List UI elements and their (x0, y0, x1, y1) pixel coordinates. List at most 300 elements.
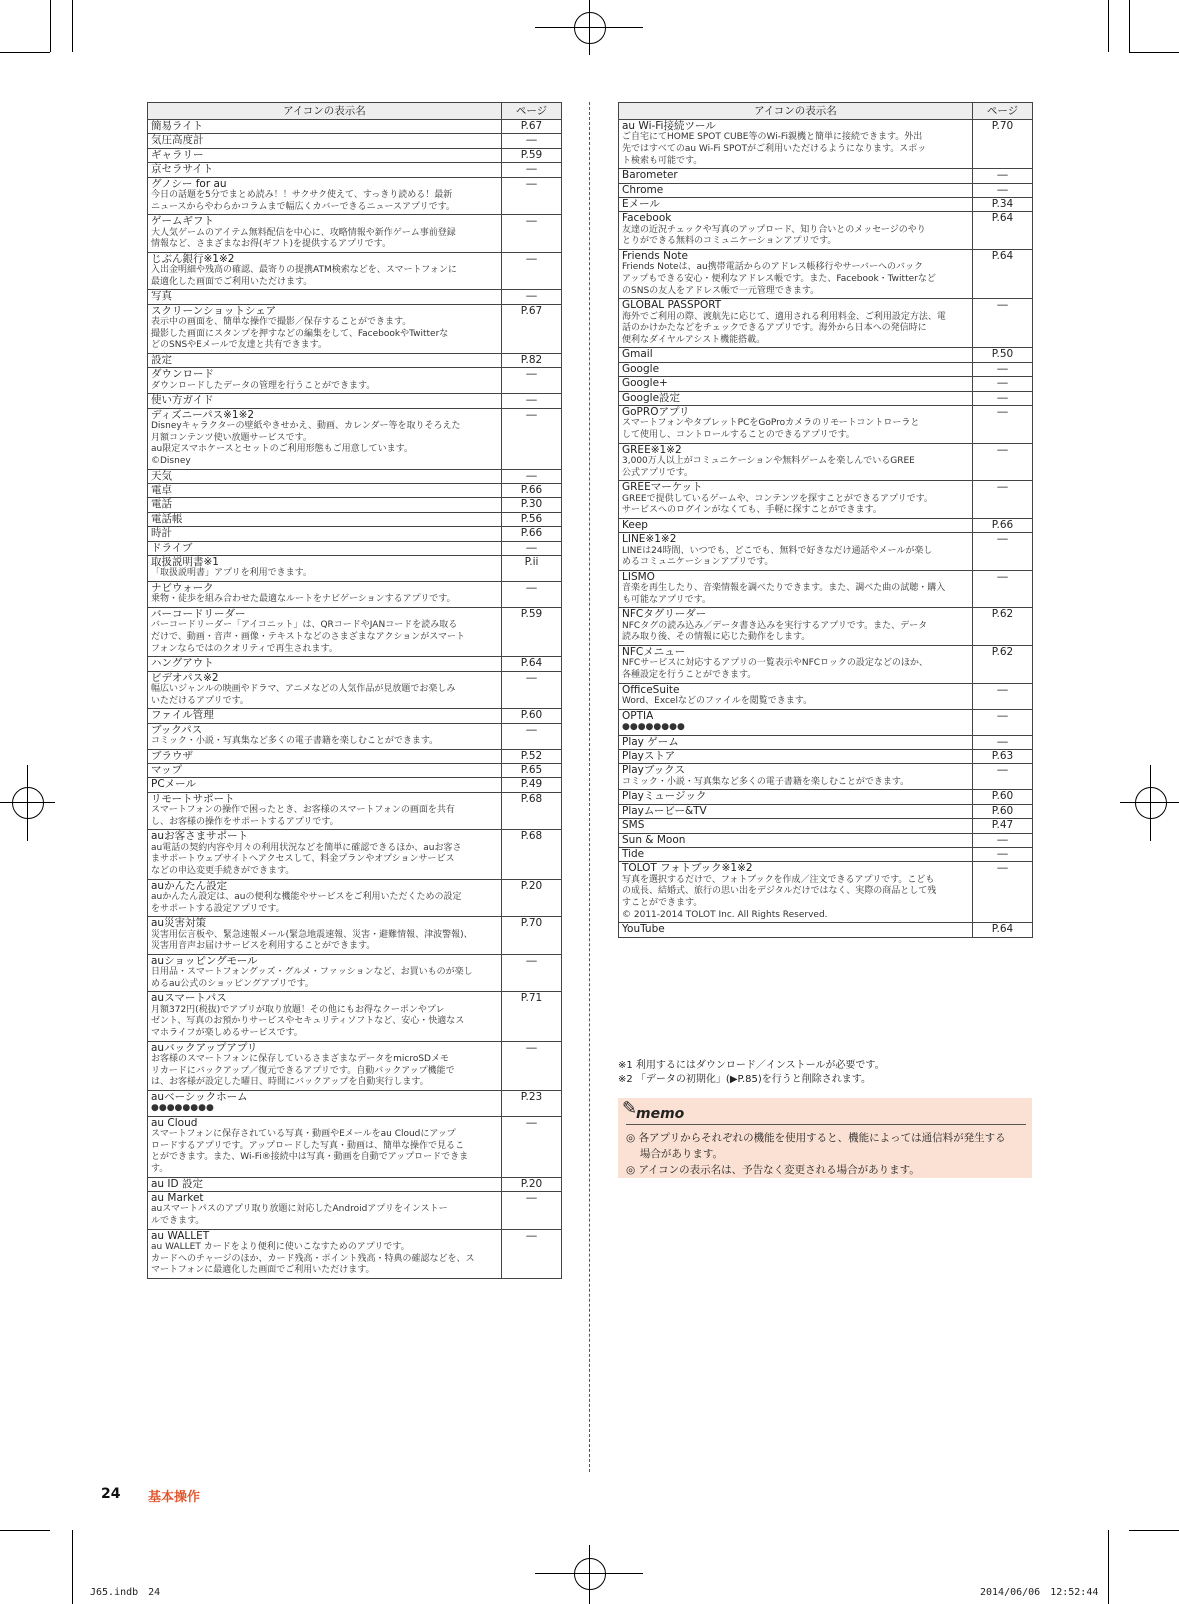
app-description: 音楽を再生したり、音楽情報を調べたりできます。また、調べた曲の試聴・購入 (622, 583, 946, 594)
app-name: 電卓 (151, 484, 172, 496)
app-description: 先ではすべてのau Wi-Fi SPOTがご利用いただけるようになります。スポッ (622, 144, 927, 154)
app-name: LISMO (622, 570, 655, 583)
pencil-icon: ✎ (622, 1098, 638, 1119)
app-name: Playストア (622, 749, 676, 762)
app-name: ハングアウト (151, 657, 214, 670)
app-description: ご自宅にてHOME SPOT CUBE等のWi-Fi親機と簡単に接続できます。外出 (622, 132, 923, 143)
app-description: ロードするアプリです。アップロードした写真・動画は、簡単な操作で見るこ (151, 1140, 465, 1151)
app-description: auスマートパスのアプリ取り放題に対応したAndroidアプリをインストー (151, 1204, 448, 1215)
table-row (619, 570, 1033, 608)
page-reference: P.60 (973, 790, 1033, 804)
app-description: 情報など、さまざまなお得(ギフト)を提供するアプリです。 (151, 239, 391, 250)
app-cell (148, 512, 502, 526)
app-name: マップ (151, 764, 183, 777)
app-cell (619, 406, 973, 444)
app-description: アップもできる安心・便利なアドレス帳です。また、Facebook・Twitterなど (622, 274, 936, 284)
app-description: どのSNSやEメールで友達と共有できます。 (151, 340, 327, 351)
registration-mark-top (574, 12, 606, 44)
page-reference: ― (973, 570, 1033, 608)
app-description: の成長、結婚式、旅行の思い出をデジタルだけではなく、実際の商品として残 (622, 886, 937, 897)
app-cell (148, 954, 502, 992)
table-row (148, 792, 562, 830)
app-name: スクリーンショットシェア (151, 304, 277, 317)
app-list-table-right (618, 102, 1033, 938)
app-description: し、お客様の操作をサポートするアプリです。 (151, 816, 339, 827)
app-name: 京セラサイト (151, 163, 214, 176)
app-name: Play ゲーム (622, 735, 679, 748)
table-row (148, 1191, 562, 1229)
app-description: ト検索も可能です。 (622, 155, 703, 166)
table-row (148, 749, 562, 763)
app-name: Google+ (622, 377, 668, 390)
app-cell (619, 212, 973, 250)
app-description: 各種設定を行うことができます。 (622, 669, 757, 680)
table-row (148, 368, 562, 394)
app-description: auかんたん設定は、auの便利な機能やサービスをご利用いただくための設定 (151, 892, 462, 903)
table-row (148, 354, 562, 368)
app-cell (619, 533, 973, 571)
app-description: 月額コンテンツ使い放題サービスです。 (151, 432, 312, 443)
app-cell (148, 556, 502, 582)
table-row (148, 830, 562, 879)
app-cell (148, 134, 502, 148)
app-cell (619, 804, 973, 818)
app-cell (619, 362, 973, 376)
page-reference: P.65 (502, 764, 562, 778)
app-cell (619, 645, 973, 683)
app-name: Playブックス (622, 764, 686, 777)
app-description: au WALLET カードをより便利に使いこなすためのアプリです。 (151, 1241, 410, 1252)
page-reference: P.71 (502, 992, 562, 1041)
app-cell (148, 671, 502, 709)
app-description: して使用し、コントロールすることのできるアプリです。 (622, 430, 855, 440)
page-reference: ― (973, 377, 1033, 391)
page-reference: ― (973, 683, 1033, 709)
app-name: auバックアップアプリ (151, 1041, 258, 1054)
app-name: ビデオパス※2 (151, 671, 219, 684)
table-row (148, 469, 562, 483)
column-header-page: ページ (973, 103, 1033, 120)
app-name: LINE※1※2 (622, 533, 677, 546)
app-name: auお客さまサポート (151, 830, 249, 843)
app-name: ブラウザ (151, 749, 193, 762)
footnote-2: ※2 「データの初期化」(▶P.85)を行うと削除されます。 (618, 1074, 871, 1085)
app-name: Facebook (622, 212, 672, 225)
page-reference: P.59 (502, 608, 562, 657)
app-name: SMS (622, 819, 645, 832)
table-row (148, 394, 562, 408)
app-name: Google設定 (622, 391, 681, 404)
page-reference: ― (973, 299, 1033, 348)
app-name: auベーシックホーム (151, 1090, 248, 1103)
app-description: 幅広いジャンルの映画やドラマ、アニメなどの人気作品が見放題でお楽しみ (151, 684, 456, 695)
page-reference: P.50 (973, 348, 1033, 362)
column-divider (589, 102, 590, 1472)
table-row (148, 408, 562, 469)
slug-timestamp: 2014/06/06 12:52:44 (980, 1587, 1099, 1598)
app-description: お客様のスマートフォンに保存しているさまざまなデータをmicroSDメモ (151, 1054, 449, 1064)
app-name: Playムービー&TV (622, 804, 707, 817)
table-row (619, 533, 1033, 571)
app-description: スマートフォンやタブレットPCをGoProカメラのリモートコントローラと (622, 418, 920, 429)
app-description: す。 (151, 1163, 169, 1174)
table-row (148, 1090, 562, 1116)
app-name: NFCメニュー (622, 645, 686, 658)
app-description: 写真を選択するだけで、フォトブックを作成／注文できるアプリです。こども (622, 874, 935, 885)
table-row (619, 377, 1033, 391)
page-reference: ― (502, 541, 562, 555)
page-reference: ― (502, 252, 562, 290)
app-description: まサポートウェブサイトへアクセスして、料金プランやオプションサービス (151, 854, 455, 865)
page-number: 24 (101, 1486, 121, 1502)
page-reference: ― (502, 1116, 562, 1177)
app-name: 使い方ガイド (151, 394, 214, 407)
app-cell (148, 778, 502, 792)
app-cell (619, 183, 973, 197)
page-reference: ― (502, 394, 562, 408)
app-cell (619, 735, 973, 749)
app-description: 表示中の画面を、簡単な操作で撮影／保存することができます。 (151, 317, 412, 328)
table-row (148, 723, 562, 749)
page-reference: ― (502, 368, 562, 394)
app-description: スマートフォンに保存されている写真・動画やEメールをau Cloudにアップ (151, 1129, 456, 1140)
table-row (148, 163, 562, 177)
app-name: YouTube (622, 923, 665, 936)
app-description: LINEは24時間、いつでも、どこでも、無料で好きなだけ通話やメールが楽し (622, 545, 933, 556)
app-description: バーコードリーダー「アイコニット」は、QRコードやJANコードを読み取る (151, 620, 458, 631)
app-description: 便利なダイヤルアシスト機能搭載。 (622, 334, 766, 345)
app-cell (148, 764, 502, 778)
page-reference: ― (973, 362, 1033, 376)
table-row (148, 215, 562, 253)
app-cell (619, 709, 973, 735)
app-description: ダウンロードしたデータの管理を行うことができます。 (151, 380, 376, 391)
page-reference: ― (973, 735, 1033, 749)
app-name: au ID 設定 (151, 1177, 203, 1190)
page-reference: P.66 (973, 518, 1033, 532)
page-reference: P.23 (502, 1090, 562, 1116)
page-reference: ― (973, 764, 1033, 790)
table-row (148, 120, 562, 134)
table-row (619, 212, 1033, 250)
page-reference: ― (973, 406, 1033, 444)
app-description: ©Disney (151, 456, 191, 466)
table-row (619, 391, 1033, 405)
app-cell (148, 469, 502, 483)
page-reference: P.20 (502, 1177, 562, 1191)
page-reference: P.64 (973, 923, 1033, 937)
table-row (619, 848, 1033, 862)
app-cell (148, 1090, 502, 1116)
app-cell (148, 1229, 502, 1278)
app-list-table-left (147, 102, 562, 1279)
app-name: 気圧高度計 (151, 134, 204, 147)
app-cell (148, 120, 502, 134)
page-reference: ― (502, 954, 562, 992)
app-description: Disneyキャラクターの壁紙やきせかえ、動画、カレンダー等を取りそろえた (151, 421, 461, 432)
table-row (148, 709, 562, 723)
footnote-1: ※1 利用するにはダウンロード／インストールが必要です。 (618, 1060, 885, 1071)
section-title: 基本操作 (148, 1490, 201, 1505)
app-description: 海外でご利用の際、渡航先に応じて、適用される利用料金、ご利用設定方法、電 (622, 311, 946, 322)
app-name: au WALLET (151, 1229, 210, 1242)
app-cell (619, 443, 973, 481)
app-description: いただけるアプリです。 (151, 695, 249, 706)
app-cell (148, 830, 502, 879)
app-cell (148, 1177, 502, 1191)
table-row (619, 804, 1033, 818)
app-cell (619, 923, 973, 937)
memo-line: 場合があります。 (626, 1148, 723, 1160)
app-name: OfficeSuite (622, 683, 680, 696)
page-reference: ― (973, 481, 1033, 519)
app-description: 読み取り後、その情報に応じた動作をします。 (622, 632, 811, 643)
app-description: 友達の近況チェックや写真のアップロード、知り合いとのメッセージのやり (622, 224, 926, 235)
app-name: au災害対策 (151, 917, 207, 930)
table-row (148, 671, 562, 709)
page-reference: P.63 (973, 749, 1033, 763)
app-description: 乗物・徒歩を組み合わせた最適なルートをナビゲーションするアプリです。 (151, 594, 456, 605)
app-name: Gmail (622, 348, 653, 361)
table-row (148, 879, 562, 917)
app-name: Barometer (622, 169, 678, 182)
table-row (619, 819, 1033, 833)
app-cell (148, 252, 502, 290)
app-cell (619, 348, 973, 362)
app-cell (619, 848, 973, 862)
table-row (619, 749, 1033, 763)
app-cell (148, 749, 502, 763)
app-cell (148, 215, 502, 253)
table-row (619, 348, 1033, 362)
memo-text (626, 1130, 1028, 1178)
table-row (619, 481, 1033, 519)
app-description: 3,000万人以上がコミュニケーションや無料ゲームを楽しんでいるGREE (622, 456, 915, 466)
page-reference: ― (502, 582, 562, 608)
app-description: コミック・小説・写真集など多くの電子書籍を楽しむことができます。 (151, 736, 439, 747)
page-reference: P.64 (973, 250, 1033, 299)
app-description: とができます。また、Wi-Fi®接続中は写真・動画を自動でアップロードできま (151, 1152, 469, 1163)
app-cell (148, 394, 502, 408)
page-reference: ― (502, 215, 562, 253)
app-cell (619, 169, 973, 183)
page-reference: ― (973, 391, 1033, 405)
memo-header (622, 1098, 1026, 1125)
page-reference: P.60 (973, 804, 1033, 818)
app-description: フォンならではのクオリティで再生されます。 (151, 643, 338, 654)
slug-filename: J65.indb 24 (90, 1587, 161, 1598)
table-row (619, 790, 1033, 804)
page-reference: P.66 (502, 484, 562, 498)
app-cell (619, 790, 973, 804)
page-reference: ― (502, 469, 562, 483)
page-reference: P.30 (502, 498, 562, 512)
page-reference: ― (973, 848, 1033, 862)
page-reference: ― (973, 533, 1033, 571)
app-description: のSNSの友人をアドレス帳で一元管理できます。 (622, 285, 820, 296)
app-description: NFCタグの読み込み／データ書き込みを実行するアプリです。また、データ (622, 620, 928, 631)
table-row (148, 992, 562, 1041)
app-name: GoPROアプリ (622, 406, 690, 418)
page-reference: P.64 (973, 212, 1033, 250)
app-name: Playミュージック (622, 790, 707, 803)
table-row (619, 645, 1033, 683)
app-description: au限定スマホケースとセットのご利用形態もご用意しています。 (151, 444, 413, 455)
table-row (148, 1116, 562, 1177)
app-name: Sun & Moon (622, 833, 686, 846)
column-header-name: アイコンの表示名 (619, 103, 973, 120)
table-row (148, 527, 562, 541)
app-name: ブックパス (151, 723, 203, 736)
app-name: 電話 (151, 498, 172, 511)
app-description: 日用品・スマートフォングッズ・グルメ・ファッションなど、お買いものが楽し (151, 967, 473, 978)
app-name: じぶん銀行※1※2 (151, 252, 235, 265)
app-cell (148, 163, 502, 177)
table-row (619, 250, 1033, 299)
app-name: 設定 (151, 354, 172, 366)
table-row (619, 709, 1033, 735)
app-cell (148, 792, 502, 830)
page-reference: P.68 (502, 792, 562, 830)
app-cell (619, 518, 973, 532)
app-name: リモートサポート (151, 792, 235, 805)
app-description: コミック・小説・写真集など多くの電子書籍を楽しむことができます。 (622, 776, 910, 787)
app-name: au Market (151, 1191, 204, 1204)
app-name: PCメール (151, 778, 196, 791)
app-description: めるau公式のショッピングアプリです。 (151, 978, 314, 989)
app-cell (619, 120, 973, 169)
app-description: 「取扱説明書」アプリを利用できます。 (151, 568, 312, 579)
page-reference: P.67 (502, 304, 562, 353)
page-reference: P.ii (502, 556, 562, 582)
app-name: au Wi-Fi接続ツール (622, 120, 716, 132)
app-cell (619, 749, 973, 763)
app-description: すことができます。 (622, 898, 703, 908)
app-name: auスマートパス (151, 992, 227, 1005)
table-row (148, 608, 562, 657)
app-name: ファイル管理 (151, 709, 214, 722)
app-description: 撮影した画面にスタンプを押すなどの編集をして、FacebookやTwitterな (151, 328, 449, 339)
registration-mark-left (12, 787, 44, 819)
app-description: Friends Noteは、au携帯電話からのアドレス帳移行やサーバーへのバック (622, 262, 924, 273)
app-cell (619, 250, 973, 299)
page-reference: P.68 (502, 830, 562, 879)
app-cell (619, 570, 973, 608)
app-description: だけで、動画・音声・画像・テキストなどのさまざまなアクションがスマート (151, 632, 466, 643)
app-description: 話のかけかたなどをチェックできるアプリです。海外から日本への発信時に (622, 323, 927, 334)
app-description: マホライフが楽しめるサービスです。 (151, 1028, 303, 1038)
memo-title: memo (636, 1106, 685, 1122)
app-description: スマートフォンの操作で困ったとき、お客様のスマートフォンの画面を共有 (151, 805, 455, 816)
page-reference: P.62 (973, 608, 1033, 646)
page-reference: ― (973, 183, 1033, 197)
table-row (148, 541, 562, 555)
app-cell (148, 148, 502, 162)
table-row (619, 406, 1033, 444)
page-reference: ― (502, 134, 562, 148)
page-reference: ― (973, 833, 1033, 847)
table-row (148, 290, 562, 304)
page-reference: ― (502, 177, 562, 215)
app-description: 入出金明細や残高の確認、最寄りの提携ATM検索などを、スマートフォンに (151, 265, 457, 276)
table-row (148, 498, 562, 512)
app-cell (619, 833, 973, 847)
table-row (148, 484, 562, 498)
app-name: Chrome (622, 183, 664, 196)
app-description: めるコミュニケーションアプリです。 (622, 557, 774, 568)
app-name: NFCタグリーダー (622, 608, 707, 621)
page-reference: ― (502, 408, 562, 469)
app-description: ●●●●●●●● (622, 721, 685, 732)
table-row (148, 954, 562, 992)
app-cell (619, 391, 973, 405)
page-reference: P.67 (502, 120, 562, 134)
app-cell (148, 582, 502, 608)
app-description: ニュースからやわらかコラムまで幅広くカバーできるニュースアプリです。 (151, 201, 455, 212)
app-name: 写真 (151, 290, 172, 303)
page-reference: P.47 (973, 819, 1033, 833)
table-row (619, 120, 1033, 169)
app-name: Tide (622, 848, 645, 860)
app-cell (619, 764, 973, 790)
app-cell (148, 879, 502, 917)
app-cell (148, 527, 502, 541)
app-cell (148, 498, 502, 512)
registration-mark-right (1135, 787, 1167, 819)
app-name: バーコードリーダー (151, 608, 246, 621)
table-row (619, 518, 1033, 532)
app-description: ●●●●●●●● (151, 1103, 214, 1114)
page-reference: P.60 (502, 709, 562, 723)
app-name: GREE※1※2 (622, 443, 682, 456)
page-reference: P.70 (973, 120, 1033, 169)
app-description: などの申込変更手続きができます。 (151, 866, 295, 877)
app-name: 天気 (151, 469, 172, 482)
app-description: NFCサービスに対応するアプリの一覧表示やNFCロックの設定などのほか、 (622, 658, 928, 669)
app-cell (148, 917, 502, 955)
app-description: サービスへのログインがなくても、手軽に探すことができます。 (622, 505, 882, 516)
app-description: カードへのチャージのほか、カード残高・ポイント残高・特典の確認などを、ス (151, 1253, 475, 1264)
app-description: 今日の話題を5分でまとめ読み！！サクサク使えて、すっきり読める！最新 (151, 190, 453, 201)
app-name: Google (622, 362, 660, 375)
app-description: GREEで提供しているゲームや、コンテンツを探すことができるアプリです。 (622, 493, 933, 504)
page-reference: ― (502, 1191, 562, 1229)
page-reference: ― (973, 709, 1033, 735)
app-name: 電話帳 (151, 512, 183, 525)
app-description: ルできます。 (151, 1215, 205, 1226)
page-reference: P.34 (973, 198, 1033, 212)
app-name: ギャラリー (151, 148, 204, 161)
app-cell (619, 819, 973, 833)
app-name: ゲームギフト (151, 215, 214, 228)
app-name: ドライブ (151, 541, 193, 554)
page-reference: P.64 (502, 657, 562, 671)
table-row (148, 582, 562, 608)
app-description: とりができる無料のコミュニケーションアプリです。 (622, 236, 837, 247)
app-cell (148, 608, 502, 657)
app-cell (619, 198, 973, 212)
page-reference: ― (502, 723, 562, 749)
page-reference: P.20 (502, 879, 562, 917)
page-reference: ― (973, 169, 1033, 183)
app-cell (148, 177, 502, 215)
app-name: グノシー for au (151, 177, 227, 190)
app-cell (148, 1041, 502, 1090)
table-row (148, 1041, 562, 1090)
column-header-name: アイコンの表示名 (148, 103, 502, 120)
page-reference: ― (502, 671, 562, 709)
table-row (619, 608, 1033, 646)
